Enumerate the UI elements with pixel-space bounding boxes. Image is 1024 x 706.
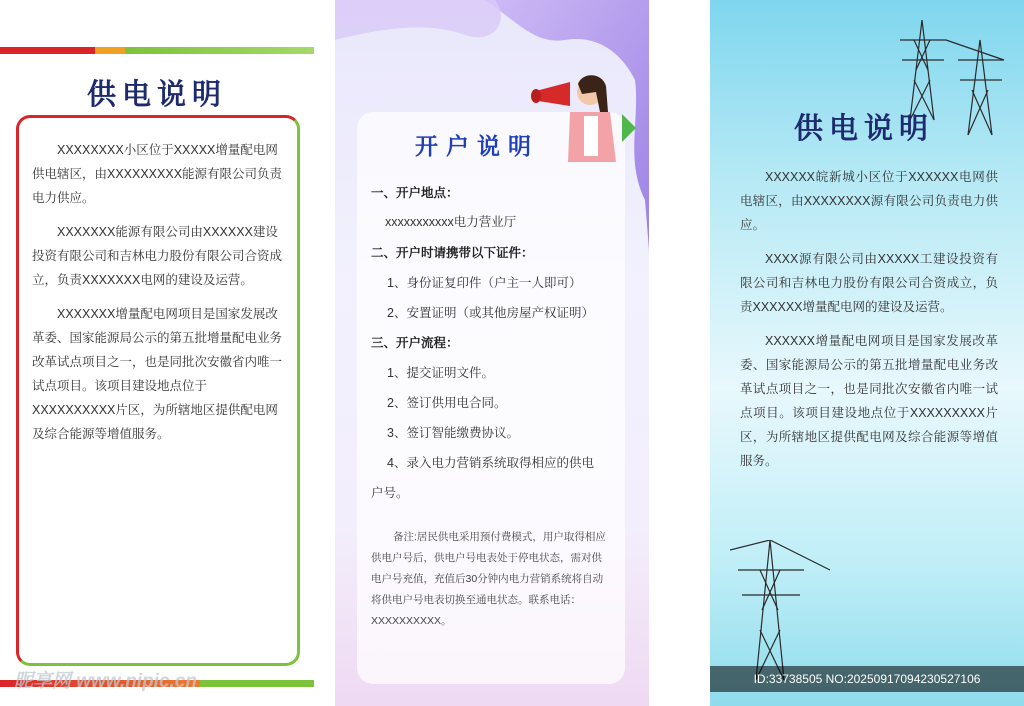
panel1-title: 供电说明 (86, 79, 227, 111)
remark-note: 备注:居民供电采用预付费模式，用户取得相应供电户号后，供电户号电表处于停电状态，需对供电户号充值，充值后30分钟内电力营销系统将自动将供电户号电表切换至通电状态。联系电话：XXXXXXXXXX。 (371, 531, 606, 627)
image-id-caption: ID:33738505 NO:20250917094230527106 (710, 666, 1024, 692)
woman-with-megaphone-icon (530, 72, 640, 172)
section-item: 2、签订供用电合同。 (387, 396, 507, 410)
panel1-paragraph: XXXXXXXX小区位于XXXXX增量配电网供电辖区，由XXXXXXXXX能源有限公司负责电力供应。 (32, 143, 283, 205)
section-item: 1、提交证明文件。 (387, 366, 494, 380)
panel-account-opening (335, 0, 649, 706)
panel1-paragraph: XXXXXXX能源有限公司由XXXXXX建设投资有限公司和吉林电力股份有限公司合资成立，负责XXXXXXX电网的建设及运营。 (32, 225, 283, 287)
section-item: 2、安置证明（或其他房屋产权证明） (387, 306, 594, 320)
panel2-title: 开户说明 (415, 133, 539, 159)
panel3-paragraph: XXXXXX皖新城小区位于XXXXXX电网供电辖区，由XXXXXXXX源有限公司负责电力供应。 (740, 170, 998, 232)
panel3-paragraph: XXXXXX增量配电网项目是国家发展改革委、国家能源局公示的第五批增量配电业务改革试点项目之一，也是同批次安徽省内唯一试点项目。该项目建设地点位于XXXXXXXXX片区，为所辖地区提供配电网及综合能源等增值服务。 (740, 334, 998, 468)
section-heading: 二、开户时请携带以下证件： (371, 246, 534, 260)
section-heading: 一、开户地点： (371, 186, 459, 200)
panel1-paragraph: XXXXXXX增量配电网项目是国家发展改革委、国家能源局公示的第五批增量配电业务改革试点项目之一，也是同批次安徽省内唯一试点项目。该项目建设地点位于XXXXXXXXXX片区，为所辖地区提供配电网及综合能源等增值服务。 (32, 307, 283, 441)
panel1-body (32, 138, 286, 456)
section-item: 1、身份证复印件（户主一人即可） (387, 276, 582, 290)
panel3-body (740, 165, 998, 483)
panel3-title: 供电说明 (794, 113, 935, 145)
panel-power-supply-right (710, 0, 1024, 706)
power-tower-icon (730, 540, 840, 680)
section-item: 4、录入电力营销系统取得相应的供电 (387, 456, 594, 470)
watermark: 昵享网 www.nipic.cn (14, 671, 197, 692)
section-item: 3、签订智能缴费协议。 (387, 426, 519, 440)
top-color-bar (0, 47, 314, 54)
panel3-paragraph: XXXX源有限公司由XXXXX工建设投资有限公司和吉林电力股份有限公司合资成立，负责XXXXXX增量配电网的建设及运营。 (740, 252, 998, 314)
section-item: 户号。 (371, 486, 409, 500)
section-heading: 三、开户流程： (371, 336, 459, 350)
section-item: xxxxxxxxxxx电力营业厅 (385, 215, 517, 229)
panel-power-supply-left (0, 0, 314, 706)
